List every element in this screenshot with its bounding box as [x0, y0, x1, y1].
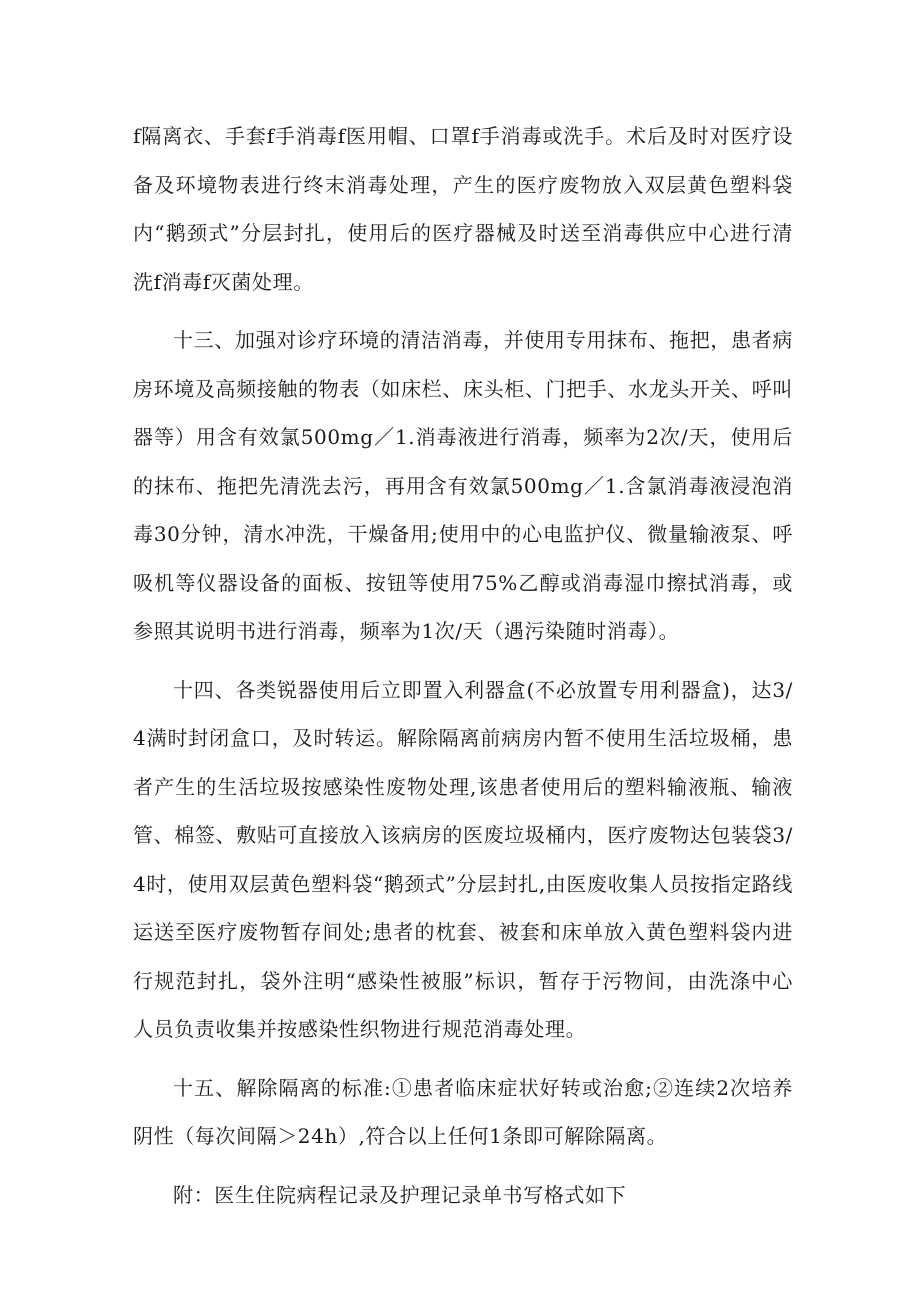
paragraph-item-14: 十四、各类锐器使用后立即置入利器盒(不必放置专用利器盒)，达3/4满时封闭盒口，及时转运。解除隔离前病房内暂不使用生活垃圾桶，患者产生的生活垃圾按感染性废物处理,该患者使用后的塑料输液瓶、输液管、棉签、敷贴可直接放入该病房的医废垃圾桶内，医疗废物达包装袋3/4时，使用双层黄色塑料袋“鹅颈式”分层封扎,由医废收集人员按指定路线运送至医疗废物暂存间处;患者的枕套、被套和床单放入黄色塑料袋内进行规范封扎，袋外注明“感染性被服”标识，暂存于污物间，由洗涤中心人员负责收集并按感染性织物进行规范消毒处理。: [133, 677, 793, 1041]
paragraph-item-13: 十三、加强对诊疗环境的清洁消毒，并使用专用抹布、拖把，患者病房环境及高频接触的物表（如床栏、床头柜、门把手、水龙头开关、呼叫器等）用含有效氯500mg／1.消毒液进行消毒，频率为2次/天，使用后的抹布、拖把先清洗去污，再用含有效氯500mg／1.含氯消毒液浸泡消毒30分钟，清水冲洗，干燥备用;使用中的心电监护仪、微量输液泵、呼吸机等仪器设备的面板、按钮等使用75%乙醇或消毒湿巾擦拭消毒，或参照其说明书进行消毒，频率为1次/天（遇污染随时消毒）。: [133, 328, 793, 643]
paragraph-continuation: f隔离衣、手套f手消毒f医用帽、口罩f手消毒或洗手。术后及时对医疗设备及环境物表进行终末消毒处理，产生的医疗废物放入双层黄色塑料袋内“鹅颈式”分层封扎，使用后的医疗器械及时送至消毒供应中心进行清洗f消毒f灭菌处理。: [133, 124, 793, 294]
document-body: [133, 112, 793, 1219]
appendix-note: 附：医生住院病程记录及护理记录单书写格式如下: [173, 1182, 627, 1207]
paragraph-item-15: 十五、解除隔离的标准:①患者临床症状好转或治愈;②连续2次培养阴性（每次间隔＞24h）,符合以上任何1条即可解除隔离。: [133, 1075, 793, 1148]
